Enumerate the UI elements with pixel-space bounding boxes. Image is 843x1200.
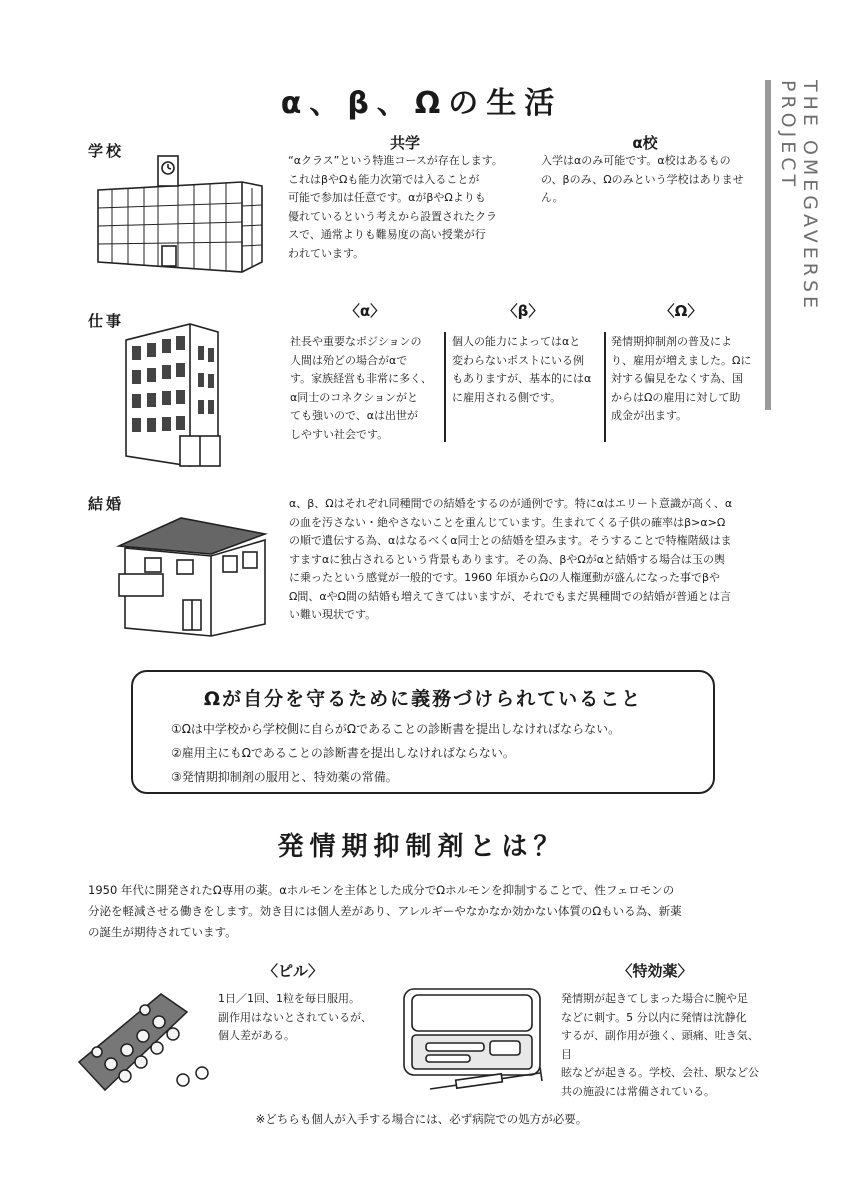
marriage-text: α、β、Ωはそれぞれ同種間での結婚をするのが通例です。特にαはエリート意識が高く、α の血を汚さない・絶やさないことを重んじています。生まれてくる子供の確率はβ>α>Ω の順で遺伝する為、αはなるべくα同士との結婚を望みます。そうすることで特権階級はま すますαに独占されるという背景もあります。その為、βやΩがαと結婚する場合は玉の輿 に乗ったという感覚が一般的です。1960 年頃からΩの人権運動が盛んになった事でβや Ω間、αやΩ間の結婚も増えてきてはいますが、それでもまだ異種間での結婚が普通とは言 い難い現状です。	[289, 497, 733, 621]
prescription-note: ※どちらも個人が入手する場合には、必ず病院での処方が必要。	[255, 1112, 588, 1126]
work-divider-2	[604, 332, 606, 442]
coed-text: “αクラス”という特進コースが存在します。 これはβやΩも能力次第では入ることが 可能で参加は任意です。αがβやΩよりも 優れているという考えから設置されたクラ スで、通常よりも難易度の高い授業が行 われています。	[288, 154, 503, 260]
house-illustration	[115, 512, 275, 642]
work-omega-text: 発情期抑制剤の普及によ り、雇用が増えました。Ωに 対する偏見をなくす為、国 からはΩの雇用に対して助 成金が出ます。	[611, 335, 752, 422]
work-omega-title: 〈Ω〉	[659, 302, 703, 320]
work-label: 仕事	[88, 312, 125, 330]
pill-text: 1日／1回、1粒を毎日服用。 副作用はないとされているが、 個人差がある。	[218, 992, 372, 1042]
office-building-illustration	[120, 318, 245, 468]
duty-item-1: ①Ωは中学校から学校側に自らがΩであることの診断書を提出しなければならない。	[171, 722, 621, 736]
side-text: THE OMEGAVERSE PROJECT	[777, 80, 821, 313]
work-divider-1	[444, 332, 446, 442]
marriage-label: 結婚	[88, 495, 125, 513]
special-title: 〈特効薬〉	[617, 962, 693, 980]
school-label: 学校	[88, 142, 125, 160]
alpha-school-text: 入学はαのみ可能です。α校はあるもの の、βのみ、Ωのみという学校はありませ ん。	[541, 154, 744, 204]
side-banner	[757, 80, 821, 410]
duties-title: Ωが自分を守るために義務づけられていること	[203, 688, 643, 710]
side-bar	[765, 80, 771, 410]
pill-title: 〈ピル〉	[262, 962, 323, 980]
alpha-school-title: α校	[632, 134, 658, 152]
duty-item-3: ③発情期抑制剤の服用と、特効薬の常備。	[171, 770, 398, 784]
special-text: 発情期が起きてしまった場合に腕や足 などに刺す。5 分以内に発情は沈静化 するが、副作用が強く、頭痛、吐き気、目 眩などが起きる。学校、会社、駅など公 共の施設には常備されている。	[561, 992, 759, 1098]
pill-pack-illustration	[75, 990, 220, 1100]
duties-box	[131, 670, 715, 794]
school-building-illustration	[92, 150, 267, 275]
suppressant-intro: 1950 年代に開発されたΩ専用の薬。αホルモンを主体とした成分でΩホルモンを抑制することで、性フェロモンの 分泌を軽減させる働きをします。効き目には個人差があり、アレルギーやなかなか効かない体質のΩもいる為、新薬 の誕生が期待されています。	[88, 883, 682, 939]
page-title: α、β、Ωの生活	[280, 86, 563, 121]
coed-title: 共学	[389, 134, 420, 152]
work-beta-title: 〈β〉	[502, 302, 544, 320]
work-alpha-title: 〈α〉	[344, 302, 386, 320]
suppressant-title: 発情期抑制剤とは？	[277, 832, 566, 862]
work-beta-text: 個人の能力によってはαと 変わらないポストにいる例 もありますが、基本的にはα に雇用される側です。	[452, 335, 592, 404]
duty-item-2: ②雇用主にもΩであることの診断書を提出しなければならない。	[171, 746, 515, 760]
injector-case-illustration	[400, 985, 550, 1097]
work-alpha-text: 社長や重要なポジションの 人間は殆どの場合がαで す。家族経営も非常に多く、 α同士のコネクションがと ても強いので、αは出世が しやすい社会です。	[290, 335, 432, 441]
